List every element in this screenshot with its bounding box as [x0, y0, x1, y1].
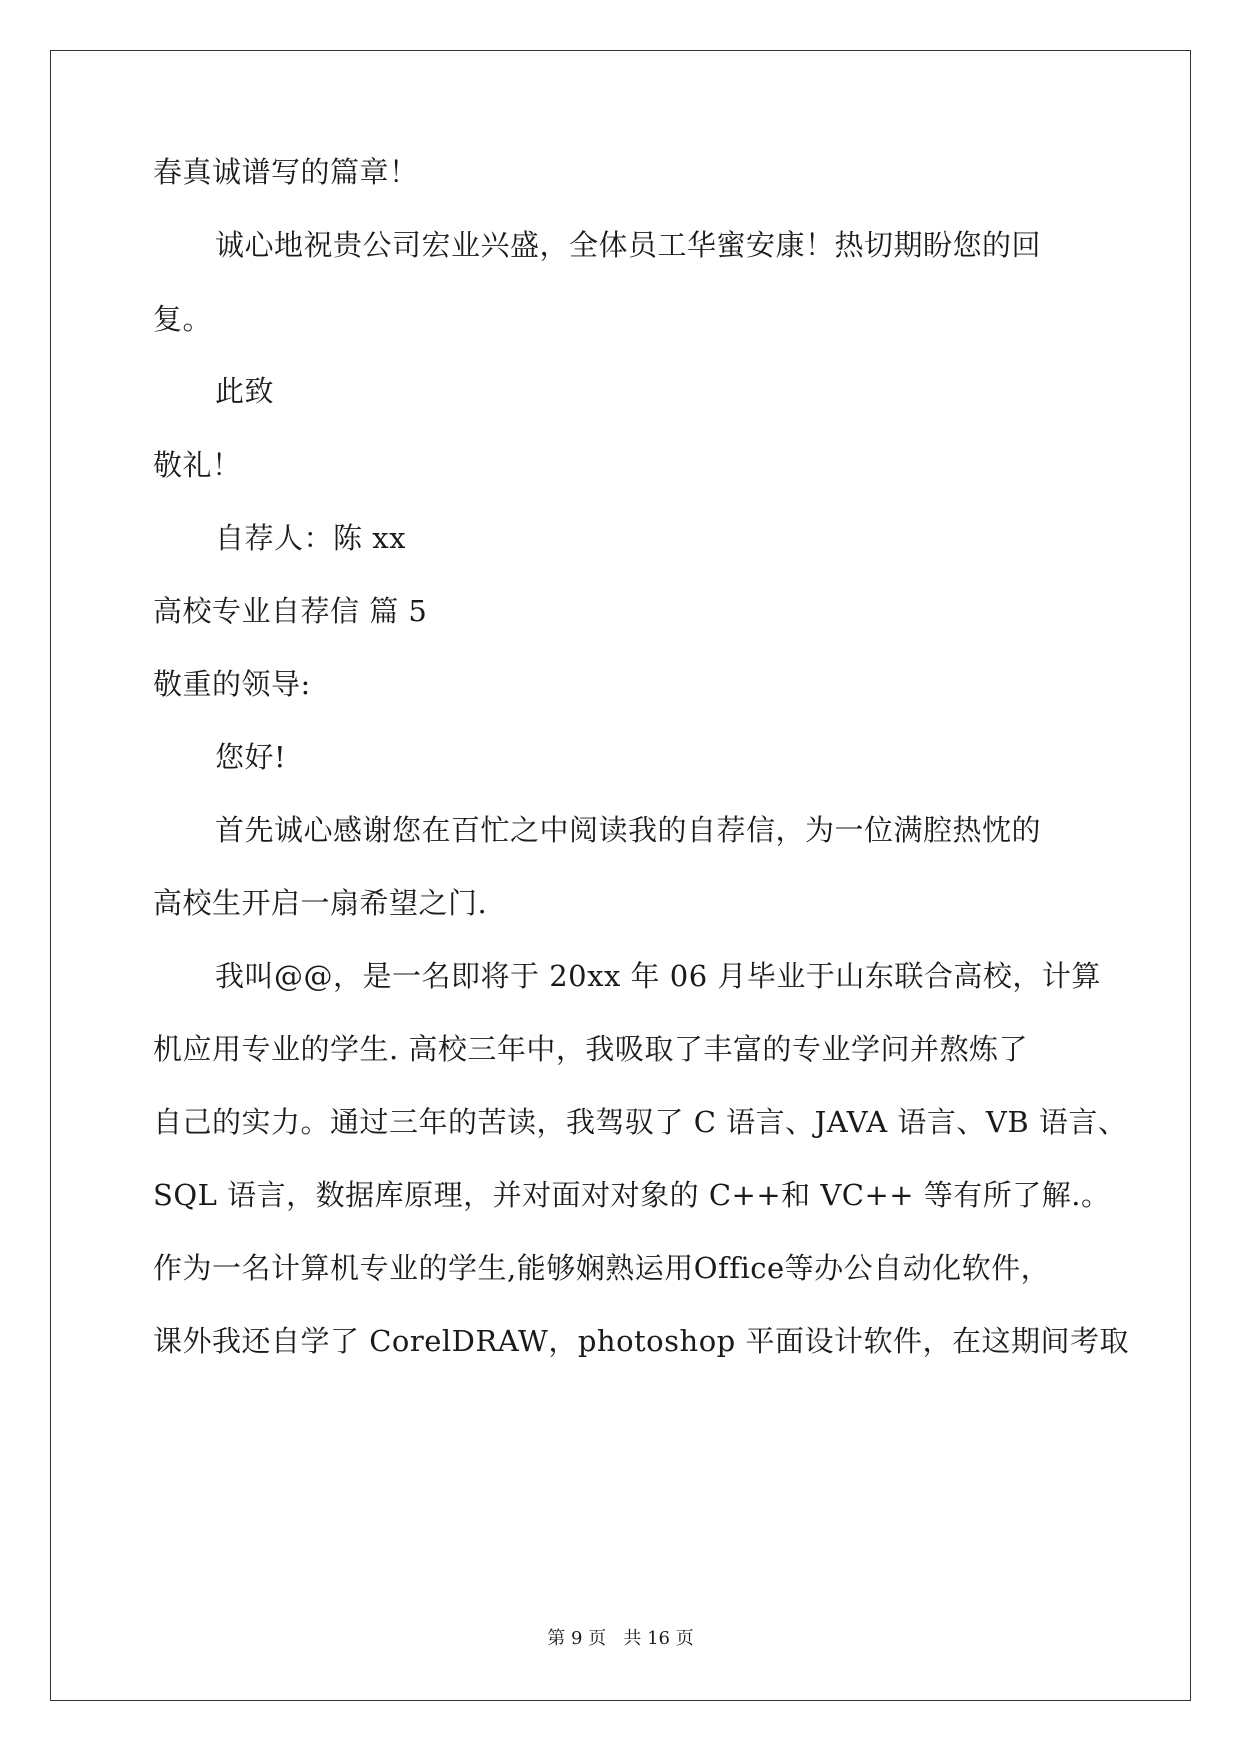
greeting: 您好! — [215, 740, 287, 774]
text-line: 机应用专业的学生. 高校三年中，我吸取了丰富的专业学问并熬炼了 — [153, 1032, 1028, 1066]
text-line: 此致 — [215, 374, 275, 408]
text-line: 我叫@@，是一名即将于 20xx 年 06 月毕业于山东联合高校，计算 — [215, 959, 1101, 993]
text-line: 敬礼！ — [153, 448, 242, 482]
text-line: 首先诚心感谢您在百忙之中阅读我的自荐信，为一位满腔热忱的 — [215, 813, 1042, 847]
text-line: 自己的实力。通过三年的苦读，我驾驭了 C 语言、JAVA 语言、VB 语言、 — [153, 1105, 1128, 1139]
signature-line: 自荐人：陈 xx — [215, 521, 406, 555]
text-line: 课外我还自学了 CorelDRAW，photoshop 平面设计软件，在这期间考取 — [153, 1324, 1129, 1358]
text-line: 春真诚谱写的篇章！ — [153, 155, 419, 189]
section-heading: 高校专业自荐信 篇 5 — [153, 594, 428, 628]
text-line: 高校生开启一扇希望之门. — [153, 886, 488, 920]
text-line: 诚心地祝贵公司宏业兴盛，全体员工华蜜安康！热切期盼您的回 — [215, 228, 1042, 262]
text-line: 作为一名计算机专业的学生,能够娴熟运用Office等办公自动化软件， — [153, 1251, 1051, 1285]
page-frame — [50, 50, 1191, 1701]
text-line: 复。 — [153, 302, 213, 336]
text-line: SQL 语言，数据库原理，并对面对对象的 C++和 VC++ 等有所了解.。 — [153, 1178, 1111, 1212]
salutation: 敬重的领导: — [153, 667, 311, 701]
page-number-footer: 第 9 页 共 16 页 — [547, 1628, 694, 1649]
